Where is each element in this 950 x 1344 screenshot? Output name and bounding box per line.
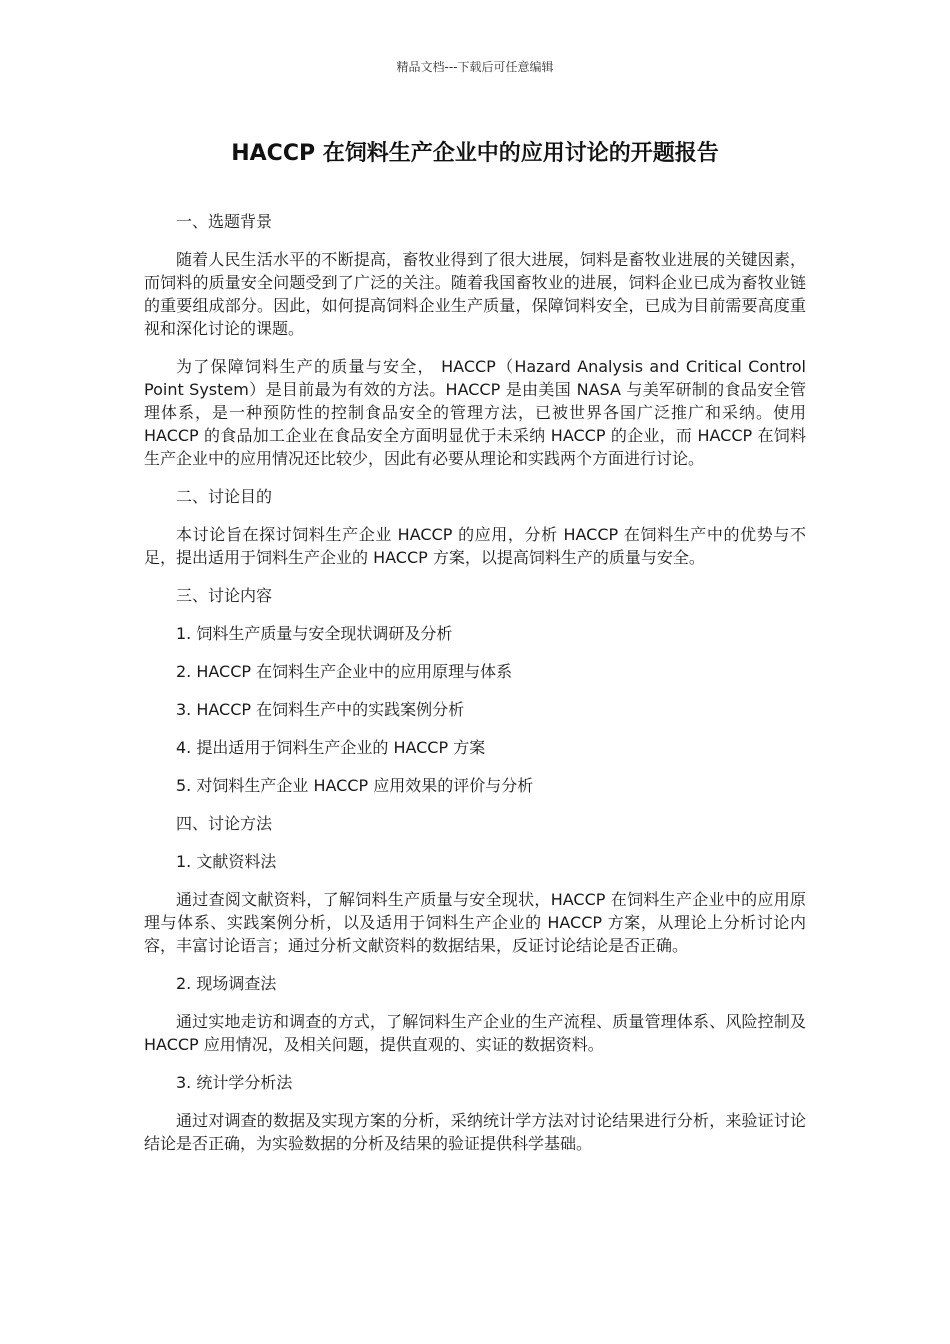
- section-heading: 三、讨论内容: [176, 586, 273, 605]
- section-heading: 四、讨论方法: [176, 814, 273, 833]
- paragraph: 随着人民生活水平的不断提高，畜牧业得到了很大进展，饲料是畜牧业进展的关键因素，而饲料的质量安全问题受到了广泛的关注。随着我国畜牧业的进展，饲料企业已成为畜牧业链的重要组成部分。因此，如何提高饲料企业生产质量，保障饲料安全，已成为目前需要高度重视和深化讨论的课题。: [144, 250, 806, 338]
- paragraph: 为了保障饲料生产的质量与安全， HACCP（Hazard Analysis and Critical Control Point System）是目前最为有效的方法。HACCP 是由美国 NASA 与美军研制的食品安全管理体系，是一种预防性的控制食品安全的管理方法，已被世界各国广泛推广和采纳。使用 HACCP 的食品加工企业在食品安全方面明显优于未采纳 HACCP 的企业，而 HACCP 在饲料生产企业中的应用情况还比较少，因此有必要从理论和实践两个方面进行讨论。: [144, 357, 806, 468]
- list-item: 4. 提出适用于饲料生产企业的 HACCP 方案: [176, 738, 486, 757]
- header-note: 精品文档---下载后可任意编辑: [396, 60, 554, 74]
- section-heading: 一、选题背景: [176, 212, 273, 231]
- subheading: 2. 现场调查法: [176, 974, 277, 993]
- paragraph: 通过查阅文献资料，了解饲料生产质量与安全现状，HACCP 在饲料生产企业中的应用原理与体系、实践案例分析，以及适用于饲料生产企业的 HACCP 方案，从理论上分析讨论内容，丰富讨论语言；通过分析文献资料的数据结果，反证讨论结论是否正确。: [144, 890, 806, 955]
- list-item: 1. 饲料生产质量与安全现状调研及分析: [176, 624, 453, 643]
- list-item: 3. HACCP 在饲料生产中的实践案例分析: [176, 700, 465, 719]
- paragraph: 本讨论旨在探讨饲料生产企业 HACCP 的应用，分析 HACCP 在饲料生产中的优势与不足，提出适用于饲料生产企业的 HACCP 方案，以提高饲料生产的质量与安全。: [144, 525, 806, 567]
- document-body: [144, 210, 806, 1170]
- paragraph: 通过实地走访和调查的方式，了解饲料生产企业的生产流程、质量管理体系、风险控制及 HACCP 应用情况，及相关问题，提供直观的、实证的数据资料。: [144, 1012, 806, 1054]
- paragraph: 通过对调查的数据及实现方案的分析，采纳统计学方法对讨论结果进行分析，来验证讨论结论是否正确，为实验数据的分析及结果的验证提供科学基础。: [144, 1111, 806, 1153]
- subheading: 3. 统计学分析法: [176, 1073, 293, 1092]
- section-heading: 二、讨论目的: [176, 487, 273, 506]
- subheading: 1. 文献资料法: [176, 852, 277, 871]
- list-item: 5. 对饲料生产企业 HACCP 应用效果的评价与分析: [176, 776, 534, 795]
- list-item: 2. HACCP 在饲料生产企业中的应用原理与体系: [176, 662, 513, 681]
- document-title: HACCP 在饲料生产企业中的应用讨论的开题报告: [231, 141, 719, 166]
